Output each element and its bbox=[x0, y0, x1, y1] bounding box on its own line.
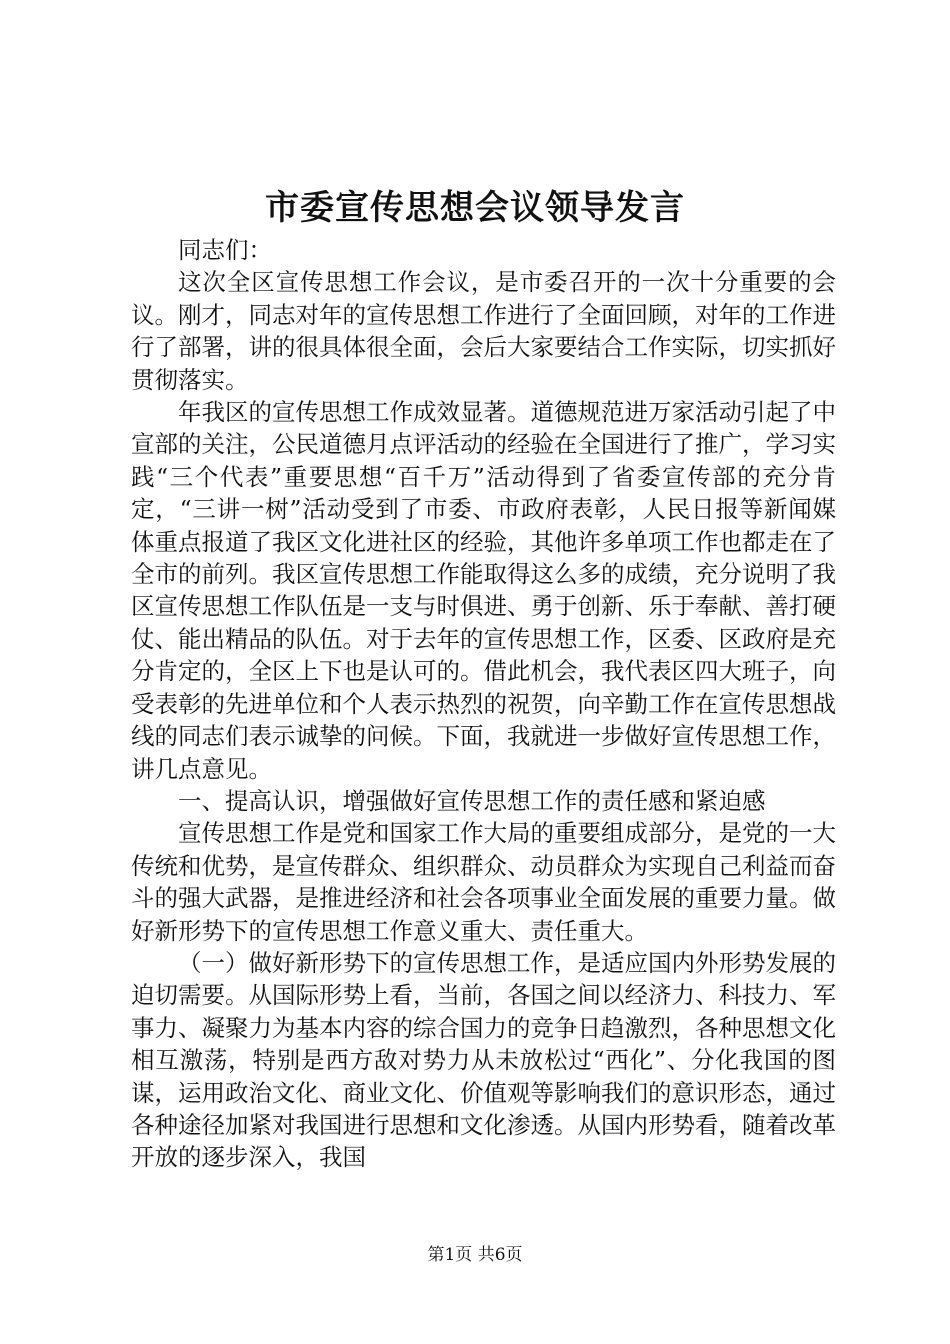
subsection-1-paragraph: （一）做好新形势下的宣传思想工作，是适应国内外形势发展的迫切需要。从国际形势上看，当前，各国之间以经济力、科技力、军事力、凝聚力为基本内容的综合国力的竞争日趋激烈，各种思想文化相互激荡，特别是西方敌对势力从未放松过“西化”、分化我国的图谋，运用政治文化、商业文化、价值观等影响我们的意识形态，通过各种途径加紧对我国进行思想和文化渗透。从国内形势看，随着改革开放的逐步深入，我国 bbox=[131, 948, 836, 1172]
intro-paragraph: 这次全区宣传思想工作会议，是市委召开的一次十分重要的会议。刚才，同志对年的宣传思想工作进行了全面回顾，对年的工作进行了部署，讲的很具体很全面，会后大家要结合工作实际，切实抓好贯彻落实。 bbox=[131, 268, 836, 394]
section-1-paragraph: 宣传思想工作是党和国家工作大局的重要组成部分，是党的一大传统和优势，是宣传群众、组织群众、动员群众为实现自己利益而奋斗的强大武器，是推进经济和社会各项事业全面发展的重要力量。做好新形势下的宣传思想工作意义重大、责任重大。 bbox=[131, 819, 836, 945]
salutation-paragraph: 同志们： bbox=[178, 236, 272, 264]
achievements-paragraph: 年我区的宣传思想工作成效显著。道德规范进万家活动引起了中宣部的关注，公民道德月点评活动的经验在全国进行了推广，学习实践“三个代表”重要思想“百千万”活动得到了省委宣传部的充分肯定，“三讲一树”活动受到了市委、市政府表彰，人民日报等新闻媒体重点报道了我区文化进社区的经验，其他许多单项工作也都走在了全市的前列。我区宣传思想工作能取得这么多的成绩，充分说明了我区宣传思想工作队伍是一支与时俱进、勇于创新、乐于奉献、善打硬仗、能出精品的队伍。对于去年的宣传思想工作，区委、区政府是充分肯定的，全区上下也是认可的。借此机会，我代表区四大班子，向受表彰的先进单位和个人表示热烈的祝贺，向辛勤工作在宣传思想战线的同志们表示诚挚的问候。下面，我就进一步做好宣传思想工作，讲几点意见。 bbox=[131, 398, 836, 783]
page-number-footer: 第1页 共6页 bbox=[427, 1245, 523, 1265]
document-title: 市委宣传思想会议领导发言 bbox=[265, 188, 685, 228]
section-heading-1: 一、提高认识，增强做好宣传思想工作的责任感和紧迫感 bbox=[178, 786, 766, 815]
document-body bbox=[131, 234, 836, 1174]
